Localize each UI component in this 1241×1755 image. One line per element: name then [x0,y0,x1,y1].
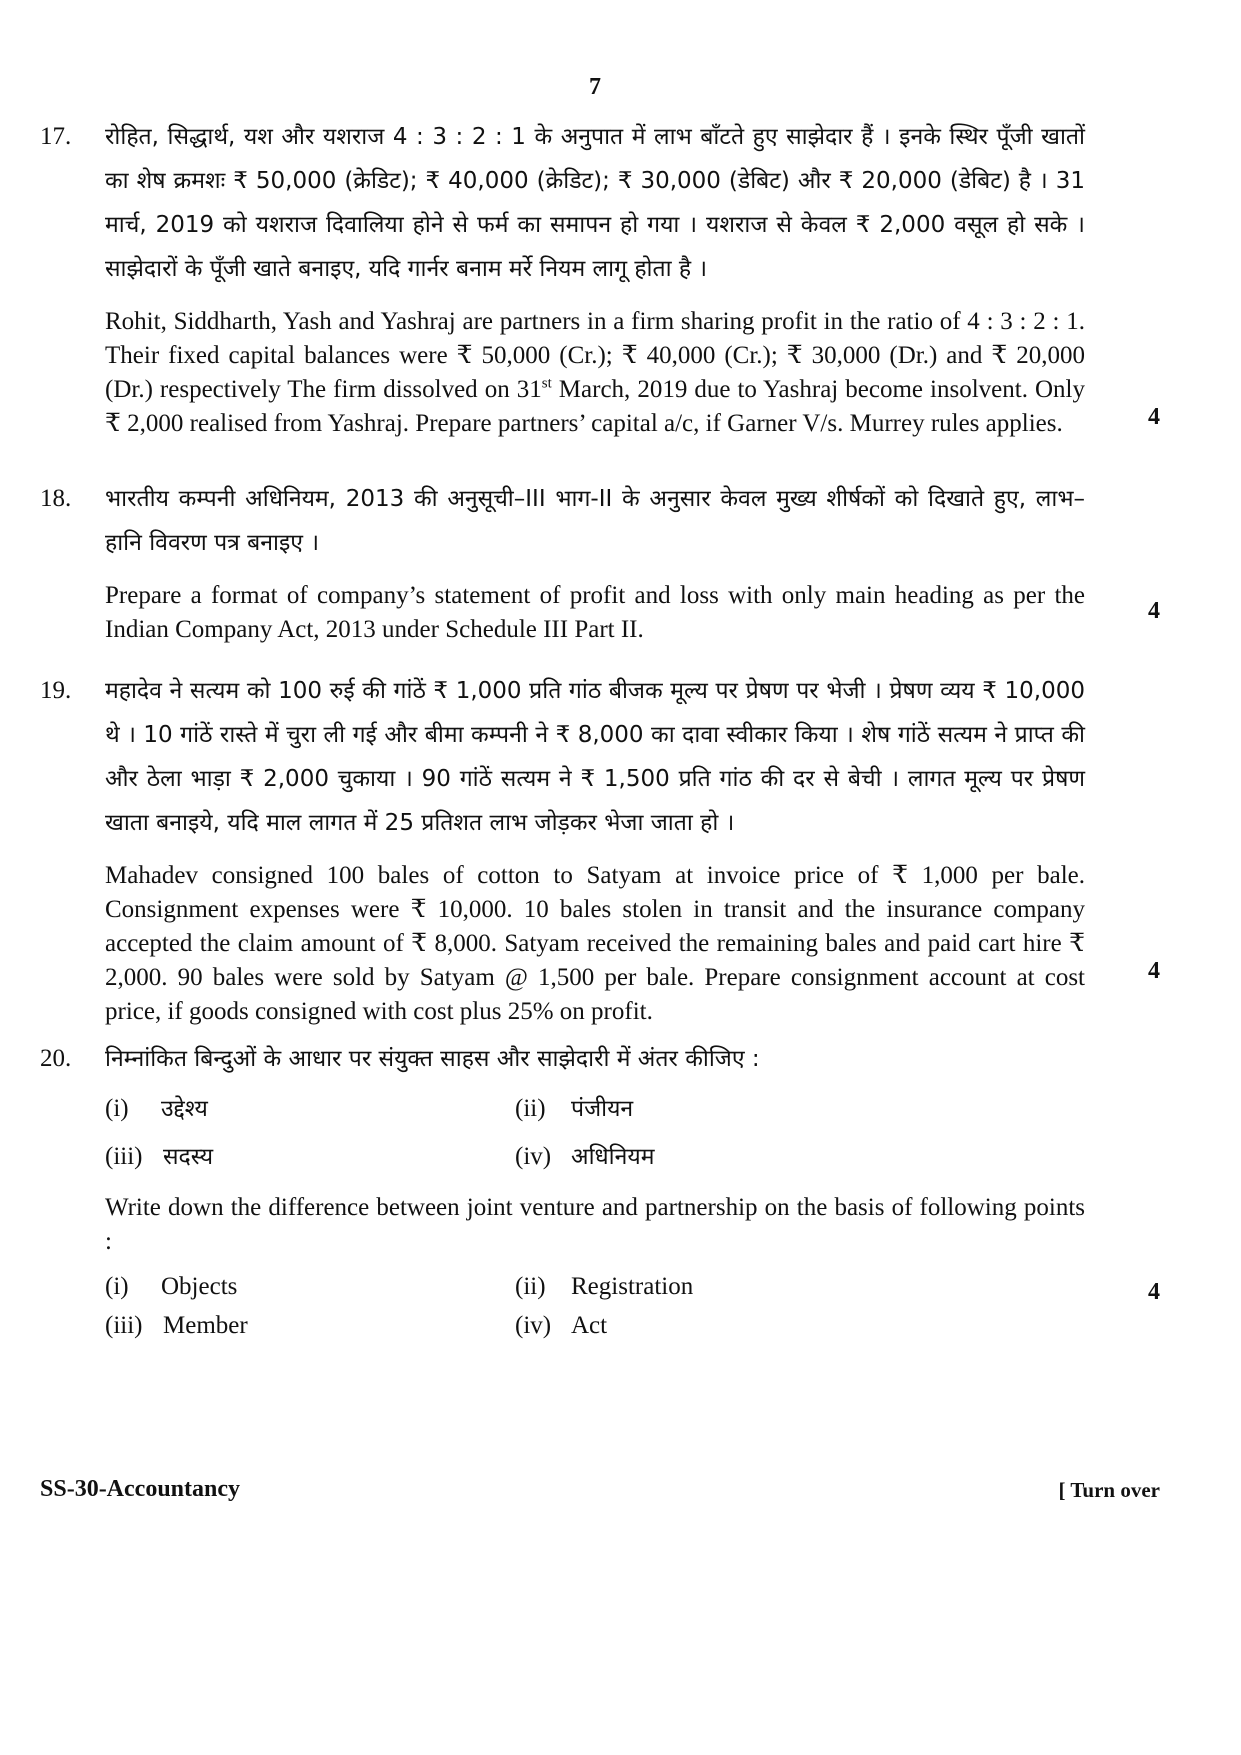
marks: 4 [1148,958,1160,984]
option-text: Registration [571,1273,694,1300]
question-text-english: Mahadev consigned 100 bales of cotton to Satyam at invoice price of ₹ 1,000 per bale. Consignment expenses were ₹ 10,000. 10 bales stolen in transit and the insurance company accepted the claim amount of ₹ 8,000. Satyam received the remaining bales and paid cart hire ₹ 2,000. 90 bales were sold by Satyam @ 1,500 per bale. Prepare consignment account at cost price, if goods consigned with cost plus 25% on profit. [105,862,1085,1025]
question-text-english: Write down the difference between joint venture and partnership on the basis of following points : [105,1194,1085,1255]
option-item [105,1087,515,1131]
question-text-hindi: निम्नांकित बिन्दुओं के आधार पर संयुक्त साहस और साझेदारी में अंतर कीजिए : [105,1046,760,1072]
option-number: (iii) [105,1312,143,1339]
question-text-hindi: भारतीय कम्पनी अधिनियम, 2013 की अनुसूची–III भाग-II के अनुसार केवल मुख्य शीर्षकों को दिखाते हुए, लाभ–हानि विवरण पत्र बनाइए । [105,486,1085,556]
options-row-hindi [105,1135,1085,1179]
option-item [105,1135,515,1179]
options-row-english [105,1265,1085,1309]
question-number: 18. [40,485,72,512]
option-text: Member [163,1312,248,1339]
question-number: 19. [40,677,72,704]
option-text: Objects [161,1273,238,1300]
turn-over-note: [ Turn over [1058,1478,1160,1502]
option-text: अधिनियम [571,1144,655,1170]
option-item [515,1304,925,1348]
marks: 4 [1148,404,1160,430]
option-text: सदस्य [163,1144,214,1170]
option-item [105,1304,515,1348]
option-item [515,1087,925,1131]
option-item [105,1265,515,1309]
marks: 4 [1148,598,1160,624]
option-text: उद्देश्य [161,1096,208,1122]
question-number: 20. [40,1045,72,1072]
question-text-english: Prepare a format of company’s statement of profit and loss with only main heading as per the Indian Company Act, 2013 under Schedule III Part II. [105,582,1085,643]
question-text-hindi: रोहित, सिद्धार्थ, यश और यशराज 4 : 3 : 2 : 1 के अनुपात में लाभ बाँटते हुए साझेदार हैं । इनके स्थिर पूँजी खातों का शेष क्रमशः ₹ 50,000 (क्रेडिट); ₹ 40,000 (क्रेडिट); ₹ 30,000 (डेबिट) और ₹ 20,000 (डेबिट) है । 31 मार्च, 2019 को यशराज दिवालिया होने से फर्म का समापन हो गया । यशराज से केवल ₹ 2,000 वसूल हो सके । साझेदारों के पूँजी खाते बनाइए, यदि गार्नर बनाम मर्रे नियम लागू होता है । [105,124,1085,282]
option-text: पंजीयन [571,1096,634,1122]
english-text-part: Rohit, Siddharth, Yash and Yashraj are partners in a firm sharing profit in the ratio of 4 : 3 : 2 : 1. Their fixed capital balances were ₹ 50,000 (Cr.); ₹ 40,000 (Cr.); ₹ 30,000 (Dr.) and ₹ 20,000 (Dr.) respectively The firm dissolved on 31 [105,308,1085,403]
question-text-english [105,305,1085,441]
question-text-hindi: महादेव ने सत्यम को 100 रुई की गांठें ₹ 1,000 प्रति गांठ बीजक मूल्य पर प्रेषण पर भेजी । प्रेषण व्यय ₹ 10,000 थे । 10 गांठें रास्ते में चुरा ली गई और बीमा कम्पनी ने ₹ 8,000 का दावा स्वीकार किया । शेष गांठें सत्यम ने प्राप्त की और ठेला भाड़ा ₹ 2,000 चुकाया । 90 गांठें सत्यम ने ₹ 1,500 प्रति गांठ की दर से बेची । लागत मूल्य पर प्रेषण खाता बनाइये, यदि माल लागत में 25 प्रतिशत लाभ जोड़कर भेजा जाता हो । [105,678,1085,836]
options-row-hindi [105,1087,1085,1131]
option-text: Act [571,1312,608,1339]
marks: 4 [1148,1279,1160,1305]
option-number: (ii) [515,1273,546,1300]
page-number: 7 [589,74,601,100]
paper-code: SS-30-Accountancy [40,1476,241,1502]
option-number: (ii) [515,1095,546,1122]
option-number: (i) [105,1095,129,1122]
question-number: 17. [40,123,72,150]
option-item [515,1265,925,1309]
options-row-english [105,1304,1085,1348]
english-text-part: March, 2019 due to Yashraj become insolvent. Only ₹ 2,000 realised from Yashraj. Prepare partners’ capital a/c, if Garner V/s. Murrey rules applies. [105,376,1085,437]
option-number: (iv) [515,1143,552,1170]
option-item [515,1135,925,1179]
option-number: (iv) [515,1312,552,1339]
ordinal-suffix: st [541,375,552,392]
option-number: (iii) [105,1143,143,1170]
option-number: (i) [105,1273,129,1300]
